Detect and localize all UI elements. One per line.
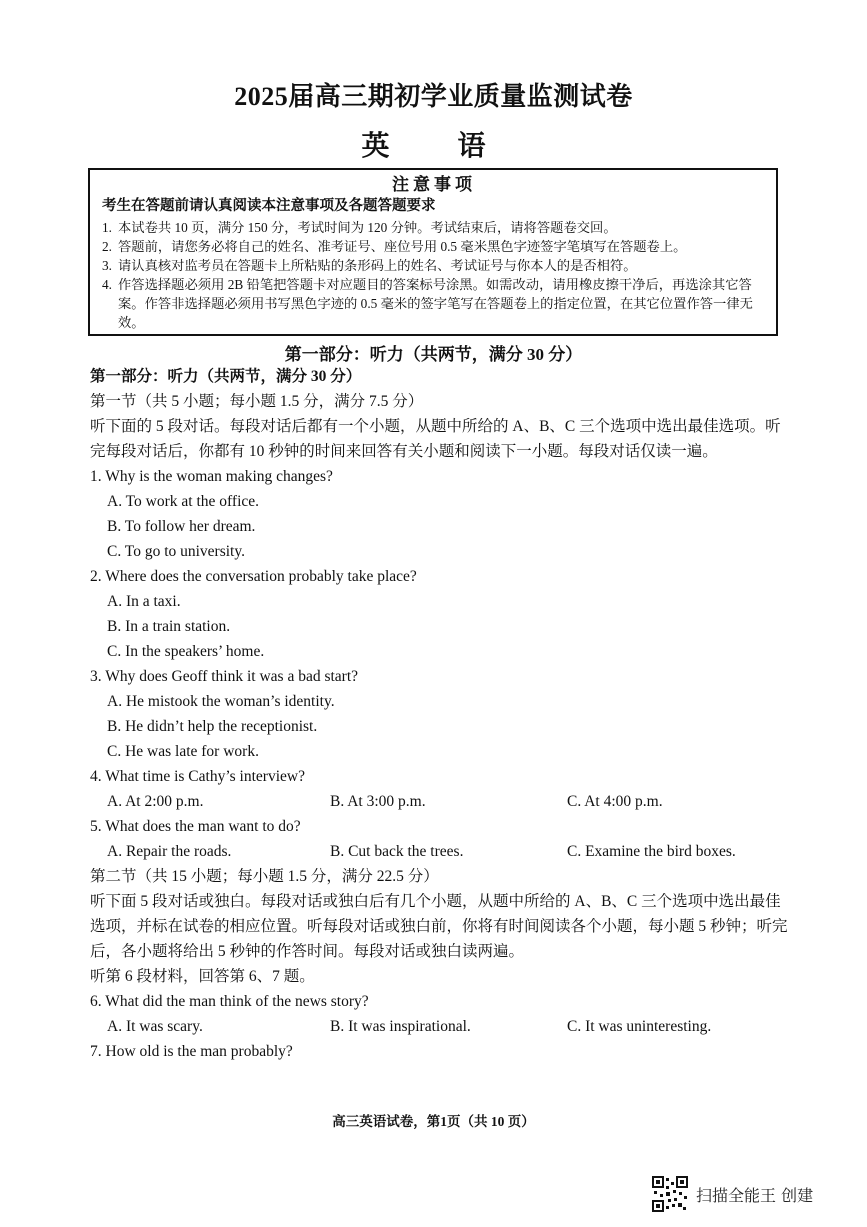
notice-box: [88, 168, 778, 336]
notice-item-text: 作答选择题必须用 2B 铅笔把答题卡对应题目的答案标号涂黑。如需改动，请用橡皮擦干净后，再选涂其它答案。作答非选择题必须用书写黑色字迹的 0.5 毫米的签字笔写在答题卷上的指定位置，在其它位置作答一律无效。: [118, 277, 753, 330]
section2-instructions: 听下面 5 段对话或独白。每段对话或独白后有几个小题，从题中所给的 A、B、C 三个选项中选出最佳选项，并标在试卷的相应位置。听每段对话或独白前，你将有时间阅读各个小题，每小题 5 秒钟；听完后，各小题将给出 5 秒钟的作答时间。每段对话或独白读两遍。: [90, 893, 788, 960]
question-stem: 3. Why does Geoff think it was a bad start?: [90, 668, 359, 685]
options-row: [90, 789, 790, 814]
option-a: A. At 2:00 p.m.: [107, 793, 204, 810]
subject-title: 英 语: [361, 131, 506, 162]
option-c: C. It was uninteresting.: [567, 1018, 712, 1035]
option-c: C. He was late for work.: [107, 743, 259, 760]
notice-item-number: 4.: [102, 277, 112, 292]
questions-body: [90, 364, 790, 1064]
notice-item: [102, 237, 766, 256]
options-row: [90, 1014, 790, 1039]
option-b: B. To follow her dream.: [107, 518, 256, 535]
question-stem: 7. How old is the man probably?: [90, 1043, 293, 1060]
notice-item-text: 答题前，请您务必将自己的姓名、准考证号、座位号用 0.5 毫米黑色字迹签字笔填写在答题卷上。: [118, 239, 687, 254]
notice-item-text: 请认真核对监考员在答题卡上所粘贴的条形码上的姓名、考试证号与你本人的是否相符。: [118, 258, 637, 273]
question-stem: 4. What time is Cathy’s interview?: [90, 768, 305, 785]
question-stem: 1. Why is the woman making changes?: [90, 468, 333, 485]
part-label: 第一部分：听力（共两节，满分 30 分）: [90, 368, 362, 385]
option-c: C. Examine the bird boxes.: [567, 843, 736, 860]
option-b: B. Cut back the trees.: [330, 843, 464, 860]
notice-item-number: 3.: [102, 258, 112, 273]
scanner-watermark: [652, 1176, 813, 1212]
section1-instructions: 听下面的 5 段对话。每段对话后都有一个小题，从题中所给的 A、B、C 三个选项中选出最佳选项。听完每段对话后，你都有 10 秒钟的时间来回答有关小题和阅读下一小题。每段对话仅读一遍。: [90, 418, 781, 460]
option-a: A. To work at the office.: [107, 493, 260, 510]
option-a: A. He mistook the woman’s identity.: [107, 693, 335, 710]
section2-heading: 第二节（共 15 小题；每小题 1.5 分，满分 22.5 分）: [90, 868, 439, 885]
option-b: B. He didn’t help the receptionist.: [107, 718, 318, 735]
option-c: C. At 4:00 p.m.: [567, 793, 663, 810]
option-b: B. It was inspirational.: [330, 1018, 471, 1035]
option-a: A. Repair the roads.: [107, 843, 232, 860]
material-instruction: 听第 6 段材料，回答第 6、7 题。: [90, 968, 315, 985]
option-a: A. It was scary.: [107, 1018, 203, 1035]
notice-item-number: 2.: [102, 239, 112, 254]
notice-subtitle: 考生在答题前请认真阅读本注意事项及各题答题要求: [102, 198, 436, 214]
question-stem: 2. Where does the conversation probably take place?: [90, 568, 417, 585]
question-stem: 5. What does the man want to do?: [90, 818, 301, 835]
option-c: C. To go to university.: [107, 543, 245, 560]
option-b: B. At 3:00 p.m.: [330, 793, 426, 810]
section1-heading: 第一节（共 5 小题；每小题 1.5 分，满分 7.5 分）: [90, 393, 424, 410]
notice-item: [102, 256, 766, 275]
qr-code-icon: [652, 1176, 688, 1212]
watermark-text: 扫描全能王 创建: [696, 1185, 814, 1205]
notice-item-number: 1.: [102, 220, 112, 235]
notice-item: [102, 218, 766, 237]
notice-item-text: 本试卷共 10 页，满分 150 分，考试时间为 120 分钟。考试结束后，请将答题卷交回。: [118, 220, 617, 235]
option-a: A. In a taxi.: [107, 593, 181, 610]
exam-title: 2025届高三期初学业质量监测试卷: [234, 82, 633, 111]
options-row: [90, 839, 790, 864]
notice-title: 注意事项: [392, 175, 476, 194]
page-footer: 高三英语试卷，第1页（共 10 页）: [332, 1114, 535, 1129]
notice-item: [102, 275, 766, 332]
option-b: B. In a train station.: [107, 618, 231, 635]
question-stem: 6. What did the man think of the news story?: [90, 993, 369, 1010]
part-heading: 第一部分：听力（共两节，满分 30 分）: [284, 345, 583, 364]
option-c: C. In the speakers’ home.: [107, 643, 265, 660]
